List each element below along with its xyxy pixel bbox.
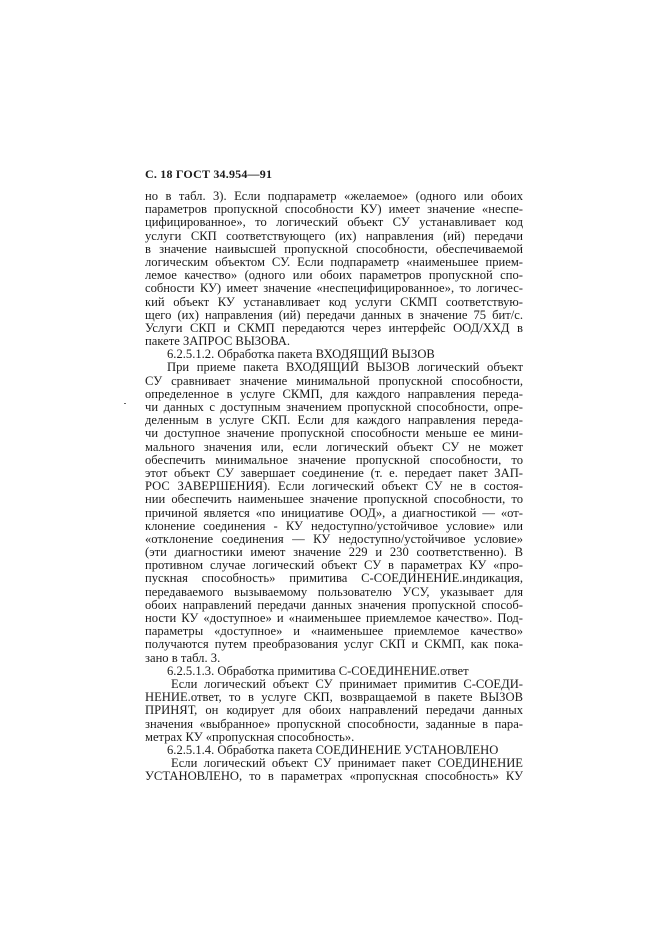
text-line: СУ сравнивает значение минимальной пропускной способности, xyxy=(145,374,523,388)
text-line: но в табл. 3). Если подпараметр «желаемое» (одного или обоих xyxy=(145,190,523,203)
text-line: НЕНИЕ.ответ, то в услуге СКП, возвращаемой в пакете ВЫЗОВ xyxy=(145,691,523,705)
text-line: услуги СКП соответствующего (их) направления (ий) передачи xyxy=(145,229,523,243)
text-line: клонение соединения - КУ недоступно/устойчивое условие» или xyxy=(145,519,523,533)
text-line: кий объект КУ устанавливает код услуги СКМП соответствую- xyxy=(145,295,523,309)
text-line: логическим объектом СУ. Если подпараметр «наименьшее прием- xyxy=(145,255,523,269)
text-line: обоих направлений передачи данных значения пропускной способ- xyxy=(145,598,523,612)
text-line: противном случае логический объект СУ в параметрах КУ «про- xyxy=(145,559,523,573)
text-line: зано в табл. 3. xyxy=(145,651,221,665)
text-line: Если логический объект СУ принимает примитив С-СОЕДИ- xyxy=(171,677,523,691)
text-line: Если логический объект СУ принимает пакет СОЕДИНЕНИЕ xyxy=(171,757,523,771)
text-line: «отклонение соединения — КУ недоступно/устойчивое условие» xyxy=(145,532,523,546)
text-line: обеспечить минимальное значение пропускной способности, то xyxy=(145,453,523,467)
text-line: цифицированное», то логический объект СУ устанавливает код xyxy=(145,216,523,230)
text-line: получаются путем преобразования услуг СКП и СКМП, как пока- xyxy=(145,638,523,652)
text-line: параметров пропускной способности КУ) имеет значение «неспе- xyxy=(145,203,523,217)
text-line: чи данных с доступным значением пропускной способности, опре- xyxy=(145,401,523,414)
body-text xyxy=(145,190,523,783)
text-line: При приеме пакета ВХОДЯЩИЙ ВЫЗОВ логический объект xyxy=(167,361,523,375)
text-line: пускная способность» примитива С-СОЕДИНЕНИЕ.индикация, xyxy=(145,572,523,586)
text-line: в значение наивысшей пропускной способности, обеспечиваемой xyxy=(145,242,523,256)
text-line: мального значения или, если логический объект СУ не может xyxy=(145,440,523,454)
text-line: ПРИНЯТ, он кодирует для обоих направлений передачи данных xyxy=(145,704,523,718)
text-line: УСТАНОВЛЕНО, то в параметрах «пропускная способность» КУ xyxy=(145,770,523,784)
page-header: С. 18 ГОСТ 34.954—91 xyxy=(145,167,273,181)
text-line: нии обеспечить наименьшее значение пропускной способности, то xyxy=(145,493,523,507)
text-line: 6.2.5.1.4. Обработка пакета СОЕДИНЕНИЕ УСТАНОВЛЕНО xyxy=(167,743,499,757)
text-line: щего (их) направления (ий) передачи данных в значение 75 бит/с. xyxy=(145,308,523,322)
text-line: чи доступное значение пропускной способности меньше ее мини- xyxy=(145,427,523,441)
margin-mark xyxy=(124,403,126,404)
text-line: передаваемого вызываемому пользователю УСУ, указывает для xyxy=(145,585,523,599)
text-line: 6.2.5.1.2. Обработка пакета ВХОДЯЩИЙ ВЫЗОВ xyxy=(167,348,435,362)
text-line: деленным в услуге СКП. Если для каждого направления переда- xyxy=(145,414,523,428)
text-line: лемое качество» (одного или обоих параметров пропускной спо- xyxy=(145,269,523,283)
text-line: 6.2.5.1.3. Обработка примитива С-СОЕДИНЕНИЕ.ответ xyxy=(167,664,469,678)
text-line: метрах КУ «пропускная способность». xyxy=(145,730,355,744)
text-line: пакете ЗАПРОС ВЫЗОВА. xyxy=(145,335,291,349)
text-line: значения «выбранное» пропускной способности, заданные в пара- xyxy=(145,717,523,731)
text-line: собности КУ) имеет значение «неспецифицированное», то логичес- xyxy=(145,282,523,296)
text-line: причиной является «по инициативе ООД», а диагностикой — «от- xyxy=(145,506,523,520)
text-line: определенное в услуге СКМП, для каждого направления переда- xyxy=(145,387,523,401)
text-line: параметры «доступное» и «наименьшее приемлемое качество» xyxy=(145,625,523,639)
text-line: ности КУ «доступное» и «наименьшее приемлемое качество». Под- xyxy=(145,612,523,625)
text-line: Услуги СКП и СКМП передаются через интерфейс ООД/ХХД в xyxy=(145,321,523,335)
text-line: (эти диагностики имеют значение 229 и 230 соответственно). В xyxy=(145,546,523,560)
text-line: РОС ЗАВЕРШЕНИЯ). Если логический объект СУ не в состоя- xyxy=(145,480,523,494)
text-line: этот объект СУ завершает соединение (т. е. передает пакет ЗАП- xyxy=(145,466,523,480)
